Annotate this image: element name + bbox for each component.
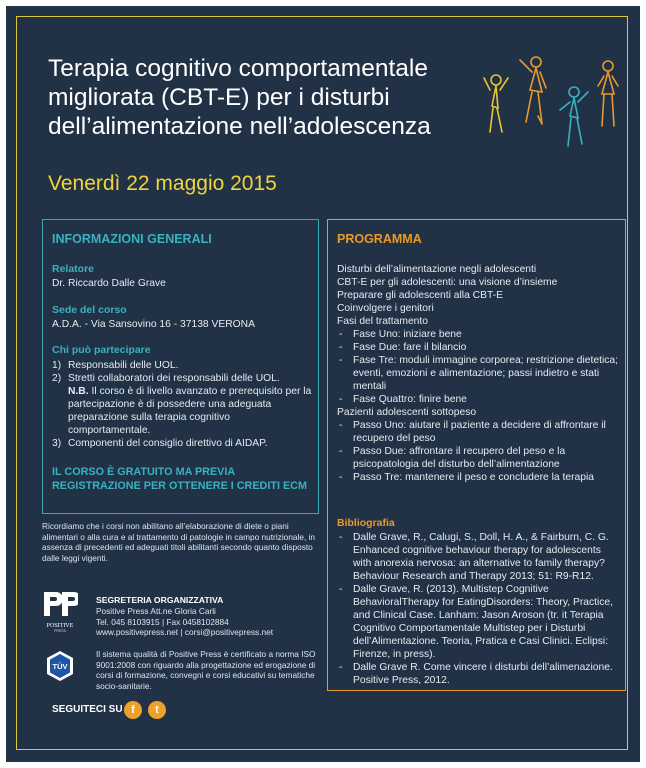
segreteria-title: SEGRETERIA ORGANIZZATIVA <box>96 595 224 605</box>
programma-list <box>337 263 619 484</box>
list-item <box>52 372 314 437</box>
programma-subitem: - Fase Tre: moduli immagine corporea; restrizione dietetica; eventi, emozioni e alimentazione; passi indietro e stati mentali <box>337 354 619 393</box>
twitter-icon[interactable]: t <box>148 701 166 719</box>
info-heading: INFORMAZIONI GENERALI <box>52 232 212 246</box>
programma-item: Preparare gli adolescenti alla CBT-E <box>337 290 503 301</box>
programma-heading: PROGRAMMA <box>337 232 422 246</box>
relatore-label: Relatore <box>52 263 95 275</box>
figure-yellow <box>484 75 508 132</box>
item-number: 3) <box>52 438 62 449</box>
tuv-certification-badge <box>44 650 76 682</box>
nb-label: N.B. <box>68 386 89 397</box>
event-date: Venerdì 22 maggio 2015 <box>48 172 277 195</box>
list-item <box>52 437 314 450</box>
page-title: Terapia cognitivo comportamentale migliorata (CBT-E) per i disturbi dell’alimentazione nell’adolescenza <box>48 55 431 140</box>
bibliografia-item: - Dalle Grave, R. (2013). Multistep Cognitive BehavioralTherapy for EatingDisorders: Theory, Practice, and Clinical Case. Lanham: Jason Aroson (tr. it Terapia Cognitivo Comportamentale Multistep per i Disturbi dell’Alimentazione. Teoria, Pratica e Casi Clinici. Eclipsi: Firenze, in press). <box>337 583 619 661</box>
seguiteci-label: SEGUITECI SU <box>52 704 123 715</box>
chi-label: Chi può partecipare <box>52 344 151 356</box>
programma-subitem: - Passo Due: affrontare il recupero del peso e la psicopatologia del disturbo dell’alimentazione <box>337 445 619 471</box>
programma-item: Pazienti adolescenti sottopeso <box>337 407 477 418</box>
gratuito-line-1: IL CORSO È GRATUITO MA PREVIA <box>52 466 236 478</box>
segreteria-block <box>96 595 316 638</box>
figure-teal <box>560 87 588 146</box>
sede-address: A.D.A. - Via Sansovino 16 - 37138 VERONA <box>52 319 255 330</box>
segreteria-contact: Positive Press Att.ne Gloria Carli <box>96 606 216 616</box>
item-text: Componenti del consiglio direttivo di AIDAP. <box>68 438 268 449</box>
item-number: 2) <box>52 373 62 384</box>
programma-subitem: - Passo Uno: aiutare il paziente a decidere di affrontare il recupero del peso <box>337 419 619 445</box>
bibliografia-list <box>337 531 619 687</box>
figure-orange-right <box>598 61 618 126</box>
facebook-icon[interactable]: f <box>124 701 142 719</box>
item-text: Stretti collaboratori dei responsabili delle UOL. <box>68 373 280 384</box>
pp-logo-mark <box>42 590 78 618</box>
bibliografia-item: - Dalle Grave, R., Calugi, S., Doll, H. A., & Fairburn, C. G. Enhanced cognitive behaviour therapy for adolescents with anorexia nervosa: an alternative to family therapy? Behaviour Research and Therapy 2013; 51: R9-R12. <box>337 531 619 583</box>
segreteria-web: www.positivepress.net | corsi@positivepress.net <box>96 627 274 638</box>
programma-item: Disturbi dell’alimentazione negli adolescenti <box>337 264 537 275</box>
bibliografia-label: Bibliografia <box>337 517 395 529</box>
logo-subtext: PRESS <box>54 629 66 633</box>
gratuito-notice <box>52 465 307 493</box>
programma-subitem: - Fase Uno: iniziare bene <box>337 328 619 341</box>
figure-orange <box>520 57 546 124</box>
gratuito-line-2: REGISTRAZIONE PER OTTENERE I CREDITI ECM <box>52 480 307 492</box>
sede-label: Sede del corso <box>52 304 127 316</box>
bibliografia-item: - Dalle Grave R. Come vincere i disturbi dell’alimenazione. Positive Press, 2012. <box>337 661 619 687</box>
disclaimer-text: Ricordiamo che i corsi non abilitano all’elaborazione di diete o piani alimentari o alla cura e al trattamento di patologie in campo nutrizionale, in assenza di precedenti ed adeguati titoli abilitanti secondo quanto disposto dalle leggi vigenti. <box>42 521 316 563</box>
tuv-text: TÜV <box>52 662 68 671</box>
programma-item: Coinvolgere i genitori <box>337 303 434 314</box>
logo-text: POSITIVE <box>46 623 74 629</box>
programma-subitem: - Fase Due: fare il bilancio <box>337 341 619 354</box>
nb-text: Il corso è di livello avanzato e prerequisito per la partecipazione è di possedere una adeguata preparazione sulla terapia cognitivo comportamentale. <box>68 386 312 436</box>
list-item <box>52 359 314 372</box>
relatore-name: Dr. Riccardo Dalle Grave <box>52 278 166 289</box>
item-number: 1) <box>52 360 62 371</box>
programma-subitem: - Passo Tre: mantenere il peso e concludere la terapia <box>337 471 619 484</box>
programma-subitem: - Fase Quattro: finire bene <box>337 393 619 406</box>
programma-item: Fasi del trattamento <box>337 316 428 327</box>
item-text: Responsabili delle UOL. <box>68 360 179 371</box>
positive-press-logo <box>42 590 78 633</box>
iso-text: Il sistema qualità di Positive Press è certificato a norma ISO 9001:2008 con riguardo alla progettazione ed erogazione di corsi di formazione, convegni e corsi educativi su tematiche socio-sanitarie. <box>96 649 316 691</box>
participants-list <box>52 359 314 450</box>
programma-item: CBT-E per gli adolescenti: una visione d’insieme <box>337 277 558 288</box>
segreteria-phone: Tel. 045 8103915 | Fax 0458102884 <box>96 616 229 627</box>
dancing-figures-illustration <box>480 46 630 150</box>
